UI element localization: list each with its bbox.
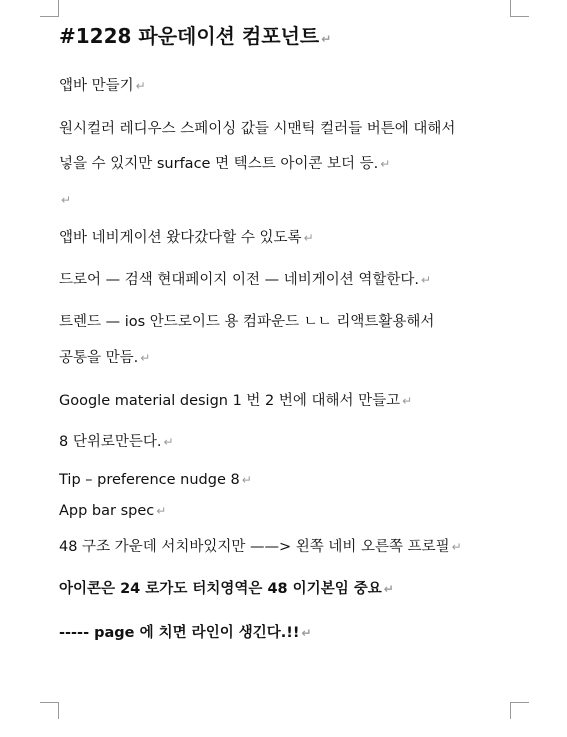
paragraph-text: 앱바 네비게이션 왔다갔다할 수 있도록 (59, 230, 302, 246)
paragraph-text: 8 단위로만든다. (59, 434, 162, 450)
paragraph[interactable] (59, 78, 146, 95)
paragraph-mark-icon: ↵ (451, 540, 462, 554)
paragraph-text: ----- page 에 치면 라인이 생긴다.!! (59, 625, 300, 641)
empty-paragraph[interactable] (59, 192, 71, 209)
paragraph-mark-icon: ↵ (140, 351, 151, 365)
paragraph[interactable] (59, 230, 314, 247)
crop-mark-bottom-left (40, 702, 59, 719)
paragraph[interactable] (59, 539, 462, 556)
paragraph-text: 트렌드 — ios 안드로이드 용 컴파운드 ㄴㄴ 리액트활용해서 (59, 314, 435, 330)
paragraph-mark-icon: ↵ (241, 473, 252, 487)
paragraph[interactable] (59, 350, 150, 367)
paragraph[interactable] (59, 314, 434, 331)
paragraph-mark-icon: ↵ (383, 582, 394, 596)
paragraph-mark-icon: ↵ (163, 435, 174, 449)
paragraph-bold[interactable] (59, 625, 312, 642)
paragraph-mark-icon: ↵ (61, 193, 72, 207)
paragraph-mark-icon: ↵ (135, 79, 146, 93)
crop-mark-top-right (510, 0, 529, 17)
paragraph[interactable] (59, 503, 166, 520)
paragraph-text: 넣을 수 있지만 surface 면 텍스트 아이콘 보더 등. (59, 156, 379, 172)
paragraph-bold[interactable] (59, 581, 394, 598)
paragraph-text: 앱바 만들기 (59, 78, 134, 94)
paragraph-mark-icon: ↵ (380, 157, 391, 171)
paragraph-mark-icon: ↵ (156, 504, 167, 518)
document-title[interactable] (59, 24, 331, 48)
paragraph-mark-icon: ↵ (402, 394, 413, 408)
paragraph-text: 공통을 만듬. (59, 350, 139, 366)
paragraph-mark-icon: ↵ (421, 273, 432, 287)
paragraph-text: 아이콘은 24 로가도 터치영역은 48 이기본임 중요 (59, 581, 382, 597)
paragraph-mark-icon: ↵ (321, 32, 332, 46)
paragraph[interactable] (59, 434, 174, 451)
paragraph[interactable] (59, 393, 412, 410)
paragraph-text: Google material design 1 번 2 번에 대해서 만들고 (59, 393, 401, 409)
crop-mark-bottom-right (510, 702, 529, 719)
paragraph-text: 48 구조 가운데 서치바있지만 ——> 왼쪽 네비 오른쪽 프로필 (59, 539, 450, 555)
paragraph-text: 드로어 — 검색 현대페이지 이전 — 네비게이션 역할한다. (59, 272, 420, 288)
paragraph[interactable] (59, 121, 455, 138)
paragraph[interactable] (59, 272, 431, 289)
paragraph-text: Tip – preference nudge 8 (59, 472, 240, 488)
paragraph[interactable] (59, 156, 390, 173)
crop-mark-top-left (40, 0, 59, 17)
paragraph-text: 원시컬러 레디우스 스페이싱 값들 시맨틱 컬러들 버튼에 대해서 (59, 121, 456, 137)
paragraph-mark-icon: ↵ (303, 231, 314, 245)
paragraph-text: App bar spec (59, 503, 155, 519)
document-title-text: #1228 파운데이션 컴포넌트 (59, 24, 320, 48)
paragraph[interactable] (59, 472, 252, 489)
paragraph-mark-icon: ↵ (301, 626, 312, 640)
